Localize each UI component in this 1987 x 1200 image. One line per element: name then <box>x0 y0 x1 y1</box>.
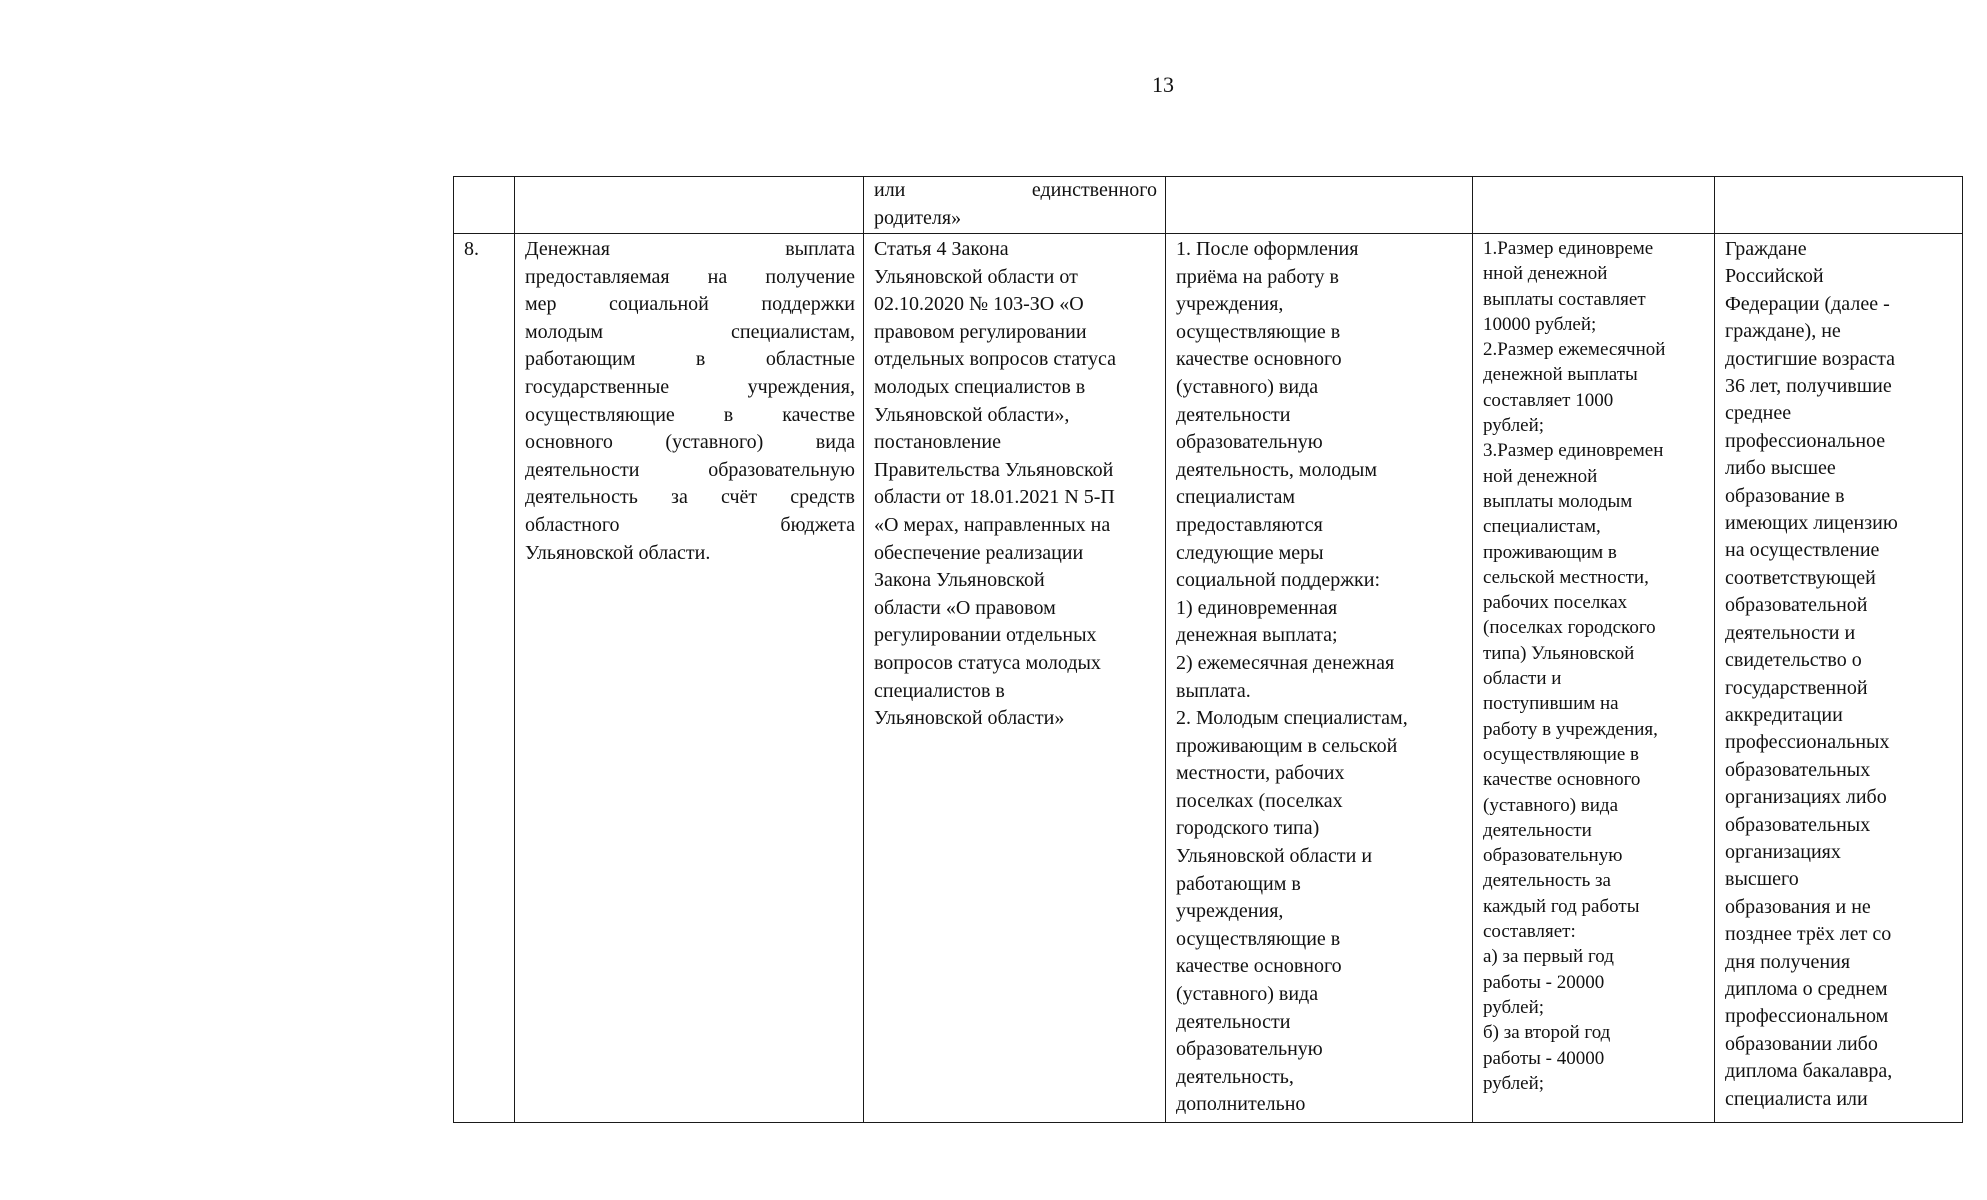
text-line: деятельности <box>1483 819 1592 841</box>
text-line: 2.Размер ежемесячной <box>1483 339 1666 361</box>
text-line: осуществляющие в <box>1483 743 1640 765</box>
text-line: областного бюджета <box>525 513 855 536</box>
text-line: образовательной <box>1725 594 1868 617</box>
recipients <box>1725 236 1954 1113</box>
text-line: Федерации (далее - <box>1725 292 1890 315</box>
text-line: соответствующей <box>1725 566 1876 589</box>
legal-basis-cell <box>864 234 1166 1123</box>
text-line: поселках (поселках <box>1176 789 1343 812</box>
text-line: следующие меры <box>1176 541 1324 564</box>
benefit-name <box>525 236 855 567</box>
text-line: рублей; <box>1483 996 1545 1018</box>
text-line: поступившим на <box>1483 693 1619 715</box>
recipients-cell <box>1715 234 1963 1123</box>
text-line: денежной выплаты <box>1483 364 1638 386</box>
text-line: учреждения, <box>1176 293 1284 316</box>
conditions <box>1176 236 1464 1119</box>
text-line: образовании либо <box>1725 1032 1878 1055</box>
text-line: составляет: <box>1483 921 1576 943</box>
text-line: каждый год работы <box>1483 895 1640 917</box>
text-line: деятельности <box>1176 403 1291 426</box>
text-line: осуществляющие в <box>1176 927 1341 950</box>
continuation-cell-amounts <box>1473 177 1715 234</box>
continuation-cell-recipients <box>1715 177 1963 234</box>
text-line: диплома о среднем <box>1725 977 1888 1000</box>
text-line: Российской <box>1725 265 1824 288</box>
text-line: деятельность за <box>1483 870 1611 892</box>
text-line: на осуществление <box>1725 539 1880 562</box>
text-line: Ульяновской области» <box>874 707 1065 730</box>
text-line: 1. После оформления <box>1176 238 1359 260</box>
text-line: нной денежной <box>1483 263 1608 285</box>
text-line: Статья 4 Закона <box>874 238 1009 260</box>
text-line: 3.Размер единовремен <box>1483 440 1664 462</box>
text-line: деятельности образовательную <box>525 458 855 481</box>
text-line: организациях <box>1725 840 1841 863</box>
text-line: предоставляемая на получение <box>525 265 855 288</box>
text-line: Правительства Ульяновской <box>874 458 1114 481</box>
amounts-cell <box>1473 234 1715 1123</box>
benefits-table <box>453 176 1963 1123</box>
text-line: образовательных <box>1725 758 1871 781</box>
text-line: имеющих лицензию <box>1725 512 1898 535</box>
text-line: среднее <box>1725 402 1792 425</box>
text-line: работы - 20000 <box>1483 971 1605 993</box>
text-line: области от 18.01.2021 N 5-П <box>874 486 1115 509</box>
text-line: свидетельство о <box>1725 649 1862 672</box>
text-line: специалиста или <box>1725 1087 1868 1110</box>
text-line: б) за второй год <box>1483 1022 1611 1044</box>
text-line: осуществляющие в качестве <box>525 403 855 426</box>
text-line: молодых специалистов в <box>874 375 1086 398</box>
continuation-text-line: или единственного <box>874 179 1157 201</box>
amounts <box>1483 236 1706 1096</box>
text-line: отдельных вопросов статуса <box>874 348 1117 371</box>
text-line: городского типа) <box>1176 817 1320 840</box>
text-line: составляет 1000 <box>1483 389 1614 411</box>
text-line: Граждане <box>1725 238 1807 260</box>
text-line: 2) ежемесячная денежная <box>1176 651 1395 674</box>
text-line: Ульяновской области и <box>1176 845 1373 868</box>
text-line: 36 лет, получившие <box>1725 375 1892 398</box>
text-line: (поселках городского <box>1483 617 1656 639</box>
text-line: выплата. <box>1176 679 1251 702</box>
text-line: качестве основного <box>1176 348 1342 371</box>
text-line: работу в учреждения, <box>1483 718 1658 740</box>
text-line: 1.Размер единовреме <box>1483 238 1654 259</box>
text-line: качестве основного <box>1176 955 1342 978</box>
text-line: специалистов в <box>874 679 1005 702</box>
text-line: Ульяновской области от <box>874 265 1078 288</box>
text-line: Денежная выплата <box>525 238 855 260</box>
text-line: рублей; <box>1483 415 1545 437</box>
text-line: типа) Ульяновской <box>1483 642 1635 664</box>
text-line: образовательную <box>1176 1038 1323 1061</box>
text-line: осуществляющие в <box>1176 320 1341 343</box>
text-line: (уставного) вида <box>1176 375 1319 398</box>
text-line: 10000 рублей; <box>1483 313 1597 335</box>
text-line: профессиональное <box>1725 429 1886 452</box>
text-line: качестве основного <box>1483 769 1641 791</box>
text-line: профессиональном <box>1725 1005 1889 1028</box>
text-line: государственные учреждения, <box>525 375 855 398</box>
text-line: выплаты составляет <box>1483 288 1646 310</box>
table-row-8 <box>454 234 1963 1123</box>
text-line: аккредитации <box>1725 703 1843 726</box>
text-line: государственной <box>1725 676 1868 699</box>
text-line: деятельности и <box>1725 621 1856 644</box>
continuation-cell-legal-basis <box>864 177 1166 234</box>
text-line: образовательную <box>1176 431 1323 454</box>
text-line: обеспечение реализации <box>874 541 1084 564</box>
text-line: деятельность, <box>1176 1065 1294 1088</box>
text-line: 2. Молодым специалистам, <box>1176 707 1408 730</box>
page-number: 13 <box>1152 72 1174 97</box>
text-line: работающим в областные <box>525 348 855 371</box>
continuation-cell-conditions <box>1166 177 1473 234</box>
conditions-cell <box>1166 234 1473 1123</box>
text-line: работы - 40000 <box>1483 1047 1605 1069</box>
text-line: позднее трёх лет со <box>1725 923 1892 946</box>
text-line: либо высшее <box>1725 457 1836 480</box>
text-line: граждане), не <box>1725 320 1841 343</box>
text-line: деятельность за счёт средств <box>525 486 855 509</box>
text-line: «О мерах, направленных на <box>874 513 1111 536</box>
text-line: дополнительно <box>1176 1093 1306 1116</box>
legal-basis <box>874 236 1157 733</box>
text-line: профессиональных <box>1725 731 1890 754</box>
text-line: специалистам <box>1176 486 1295 509</box>
text-line: специалистам, <box>1483 516 1601 538</box>
text-line: проживающим в сельской <box>1176 734 1398 757</box>
text-line: молодым специалистам, <box>525 320 855 343</box>
text-line: денежная выплата; <box>1176 624 1338 647</box>
text-line: основного (уставного) вида <box>525 431 855 454</box>
text-line: Ульяновской области», <box>874 403 1070 426</box>
text-line: правовом регулировании <box>874 320 1087 343</box>
text-line: 02.10.2020 № 103-ЗО «О <box>874 293 1084 316</box>
text-line: а) за первый год <box>1483 946 1614 968</box>
text-line: 1) единовременная <box>1176 596 1338 619</box>
text-line: образовательных <box>1725 813 1871 836</box>
text-line: образование в <box>1725 484 1845 507</box>
text-line: мер социальной поддержки <box>525 293 855 316</box>
text-line: организациях либо <box>1725 786 1887 809</box>
text-line: регулировании отдельных <box>874 624 1097 647</box>
text-line: социальной поддержки: <box>1176 569 1380 592</box>
continuation-cell-number <box>454 177 515 234</box>
text-line: высшего <box>1725 868 1799 891</box>
row-number: 8. <box>464 238 479 260</box>
text-line: рублей; <box>1483 1072 1545 1094</box>
text-line: достигшие возраста <box>1725 347 1895 370</box>
text-line: работающим в <box>1176 872 1301 895</box>
text-line: приёма на работу в <box>1176 265 1339 288</box>
text-line: Ульяновской области. <box>525 541 711 564</box>
row-number-cell <box>454 234 515 1123</box>
text-line: вопросов статуса молодых <box>874 651 1101 674</box>
text-line: выплаты молодым <box>1483 490 1633 512</box>
text-line: рабочих поселках <box>1483 592 1628 614</box>
text-line: деятельность, молодым <box>1176 458 1377 481</box>
benefit-name-cell <box>515 234 864 1123</box>
text-line: области и <box>1483 668 1562 690</box>
text-line: образования и не <box>1725 895 1871 918</box>
text-line: Закона Ульяновской <box>874 569 1045 592</box>
text-line: (уставного) вида <box>1176 983 1319 1006</box>
continuation-text-line: родителя» <box>874 206 962 229</box>
text-line: области «О правовом <box>874 596 1056 619</box>
text-line: проживающим в <box>1483 541 1617 563</box>
text-line: дня получения <box>1725 950 1851 973</box>
text-line: предоставляются <box>1176 513 1323 536</box>
text-line: местности, рабочих <box>1176 762 1345 785</box>
text-line: деятельности <box>1176 1010 1291 1033</box>
text-line: диплома бакалавра, <box>1725 1060 1893 1083</box>
text-line: постановление <box>874 431 1001 454</box>
continuation-cell-name <box>515 177 864 234</box>
continuation-row <box>454 177 1963 234</box>
text-line: сельской местности, <box>1483 566 1649 588</box>
text-line: (уставного) вида <box>1483 794 1619 816</box>
text-line: учреждения, <box>1176 900 1284 923</box>
text-line: образовательную <box>1483 845 1623 867</box>
text-line: ной денежной <box>1483 465 1598 487</box>
